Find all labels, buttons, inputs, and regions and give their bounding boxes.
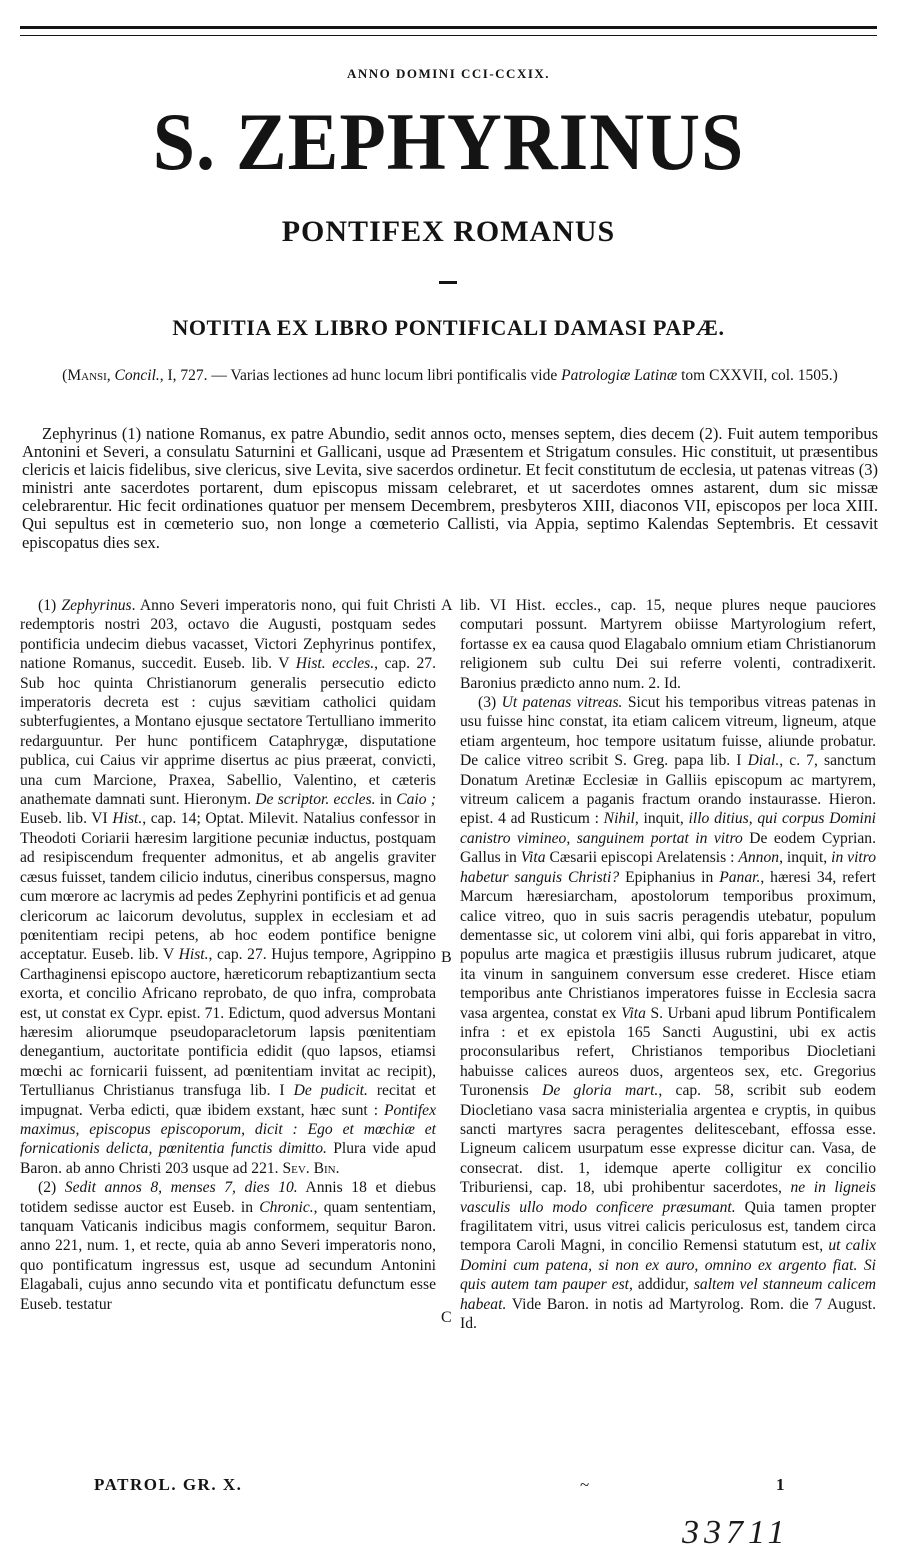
margin-marker-b: B	[441, 949, 452, 966]
handwritten-note: 33711	[682, 1514, 790, 1551]
footnote-3: (3) Ut patenas vitreas. Sicut his temporibus vitreas patenas in usu fuisse hinc constat, ita etiam calicem vitreum, ligneum, atque etiam argenteum, hoc tempore usitatum fuisse, aliunde probatur. De calice vitreo scribit S. Greg. papa lib. I Dial., c. 7, sanctum Donatum Aretinæ Ecclesiæ in Galliis episcopum ac martyrem, vitreum calicem a paganis fractum orando instaurasse. Hieron. epist. 4 ad Rusticum : Nihil, inquit, illo ditius, qui corpus Domini canistro vimineo, sanguinem portat in vitro De eodem Cyprian. Gallus in Vita Cæsarii episcopi Arelatensis : Annon, inquit, in vitro habetur sanguis Christi? Epiphanius in Panar., hæresi 34, refert Marcum hæresiarcham, apostolorum temporibus proximum, calice vitreo, quo in suis sacris peragendis utebatur, populum dementasse sic, ut colorem vini albi, qui foris apparebat in vitro, populus arte magica et præstigiis illusus rubrum judicaret, atque ita vinum in sanguinem conversum esse crederet. Hisce etiam temporibus ante Christianos imperatores fuisse in Ecclesia sacra vasa argentea, constat ex Vita S. Urbani apud librum Pontificalem infra : et ex epistola 165 Sancti Augustini, ubi ex actis proconsularibus refert, Christianos temporibus Diocletiani habuisse calices aureos duos, argenteos sex, etc. Gregorius Turonensis De gloria mart., cap. 58, scribit sub eodem Diocletiano vasa sacra ministerialia argentea e cryptis, in quibus sancti martyres sacra peragentes delitescebant, effossa esse. Ligneum calicem usurpatum esse expresse dicitur can. Vasa, de consecrat. dist. 1, idemque aperte colligitur ex concilio Triburiensi, cap. 18, ubi prohibentur sacerdotes, ne in ligneis vasculis ullo modo conficere præsumant. Quia tamen propter fragilitatem vitri, usus vitrei calicis periculosus est, tandem circa tempora Caroli Magni, in concilio Remensi statutum est, ut calix Domini cum patena, si non ex auro, omnino ex argento fiat. Si quis autem tam pauper est, addidur, saltem vel stanneum calicem habeat. Vide Baron. in notis ad Martyrolog. Rom. die 7 August. Id.	[460, 694, 877, 1333]
page-subtitle: PONTIFEX ROMANUS	[281, 215, 616, 248]
page-number: 1	[776, 1475, 786, 1494]
notes-left-column	[20, 596, 436, 1314]
footnote-2-continued: lib. VI Hist. eccles., cap. 15, neque plures neque pauciores computari possunt. Martyrem obiisse Martyrologium refert, fortasse ex ea causa quod Elagabalo omnium etiam Christianorum religionem sub cultu Dei sui referre volenti, contradixerit. Baronius prædicto anno num. 2. Id.	[460, 597, 876, 692]
margin-marker-c: C	[441, 1309, 452, 1326]
footnote-1: (1) Zephyrinus. Anno Severi imperatoris nono, qui fuit Christi redemptoris nostri 203, octavo die Augusti, postquam sedes pontificia undecim diebus vacasset, Victori Zephyrinus pontifex, natione Romanus, succedit. Euseb. lib. V Hist. eccles., cap. 27. Sub hoc quinta Christianorum generalis persecutio edicto imperatoris decreta est : cujus sævitiam catholici quidam subterfugientes, a Montano ejusque sectatore Tertulliano immerito redarguuntur. Per hunc pontificem Cataphrygæ, disputatione publica, cui Caius vir apprime disertus ac pius præerat, convicti, una cum Marcione, Praxea, Sabellio, Valentino, et cæteris anathemate damnati sunt. Hieronym. De scriptor. eccles. in Caio ; Euseb. lib. VI Hist., cap. 14; Optat. Milevit. Natalius confessor in Theodoti Coriarii hæresim largitione pecuniæ inductus, postquam ad resipiscendum frequenter admonitus, et ab angelis graviter cæsus fuisset, tandem cilicio indutus, cineribus conspersus, magno cum mœrore ac lacrymis ad pedes Zephyrini pontificis et ad genua clericorum ac laicorum devolutus, supplex in ecclesiam et ad pœnitentiam recipi petens, ab hoc eodem pontifice benigne acceptatur. Euseb. lib. V Hist., cap. 27. Hujus tempore, Agrippino Carthaginensi episcopo auctore, hæreticorum rebaptizantium secta exorta, et concilio Africano reprobato, de quo infra, comprobata est, ut constat ex Cypr. epist. 71. Edictum, quod adversus Montani hæresim aliorumque pseudoparacletorum lapsis pœnitentiam denegantium, auctoritate pontificia edidit (quo lapsos, etiamsi mœchi ac fornicarii fuissent, ad pœnitentiam invitat ac recipit), Tertullianus Christianus transfuga lib. I De pudicit. recitat et impugnat. Verba edicti, quæ ibidem exstant, hæc sunt : Pontifex maximus, episcopus episcoporum, dicit : Ego et mœchiæ et fornicationis delicta, pœnitentia functis dimitto. Plura vide apud Baron. ab anno Christi 203 usque ad 221. Sev. Bin.	[20, 597, 437, 1177]
notes-right-column	[460, 596, 876, 1333]
signature-mark: PATROL. GR. X.	[94, 1475, 243, 1494]
margin-marker-a: A	[441, 597, 453, 614]
intro-paragraph: Zephyrinus (1) natione Romanus, ex patre Abundio, sedit annos octo, menses septem, dies decem (2). Fuit autem temporibus Antonini et Severi, a consulatu Saturnini et Gallicani, usque ad Præsentem et Strigatum consules. Hic constituit, ut præsentibus clericis et laicis fidelibus, sive clericus, sive Levita, sive sacerdos ordinetur. Et fecit constitutum de ecclesia, ut patenas vitreas (3) ministri ante sacerdotes portarent, dum episcopus missam celebraret, et ut sacerdotes omnes astarent, dum sic missæ celebrarentur. Hic fecit ordinationes quatuor per mensem Decembrem, presbyteros XIII, diaconos VII, episcopos per loca XIII. Qui sepultus est in cœmeterio suo, non longe a cœmeterio Callisti, via Appia, septimo Kalendas Septembris. Et cessavit episcopatus dies sex.	[22, 424, 878, 552]
running-head: ANNO DOMINI CCI-CCXIX.	[346, 66, 551, 81]
section-heading: NOTITIA EX LIBRO PONTIFICALI DAMASI PAPÆ.	[172, 315, 725, 340]
title-divider	[439, 281, 457, 284]
top-rule	[20, 26, 877, 36]
footnote-2: (2) Sedit annos 8, menses 7, dies 10. Annis 18 et diebus totidem sedisse auctor est Euseb. in Chronic., quam sententiam, tanquam Vaticanis indicibus magis conformem, sequitur Baron. anno 221, num. 1, et recte, quia ab anno Severi imperatoris nono, quo pontificatum ingressus est, usque ad secundum Antonini Elagabali, cujus anno secundo vita et pontificatu defunctum esse Euseb. testatur	[20, 1179, 436, 1313]
page-title: S. ZEPHYRINUS	[152, 96, 745, 188]
source-note: (Mansi, Concil., I, 727. — Varias lectiones ad hunc locum libri pontificalis vide Patrologiæ Latinæ tom CXXVII, col. 1505.)	[62, 367, 838, 384]
footer-mark: ~	[580, 1475, 591, 1494]
